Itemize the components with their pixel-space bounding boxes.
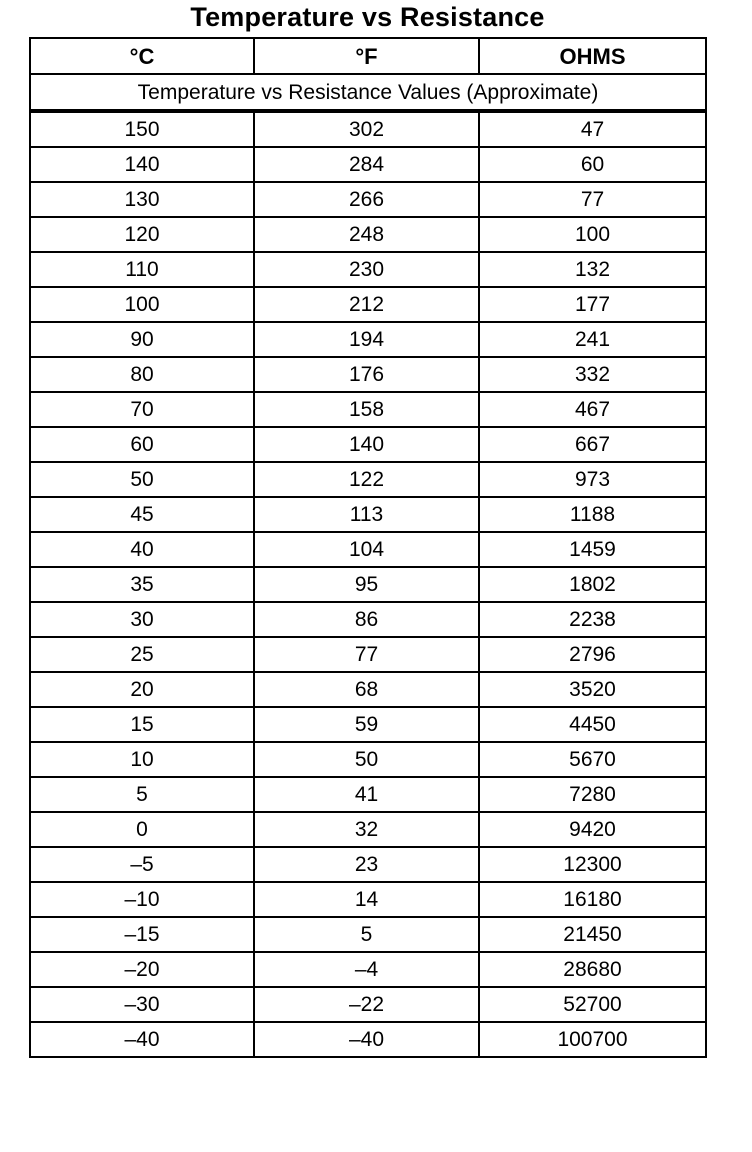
cell-ohms: 16180: [479, 882, 706, 917]
cell-celsius: 15: [30, 707, 254, 742]
table-row: [30, 147, 706, 182]
cell-celsius: 30: [30, 602, 254, 637]
header-ohms: OHMS: [479, 38, 706, 74]
cell-fahrenheit: 23: [254, 847, 479, 882]
cell-fahrenheit: 14: [254, 882, 479, 917]
cell-celsius: 10: [30, 742, 254, 777]
cell-ohms: 28680: [479, 952, 706, 987]
table-row: [30, 532, 706, 567]
table-row: [30, 462, 706, 497]
cell-ohms: 1188: [479, 497, 706, 532]
cell-fahrenheit: 77: [254, 637, 479, 672]
table-subheader: Temperature vs Resistance Values (Approximate): [30, 74, 706, 111]
cell-ohms: 52700: [479, 987, 706, 1022]
table-row: [30, 602, 706, 637]
cell-ohms: 4450: [479, 707, 706, 742]
cell-celsius: –30: [30, 987, 254, 1022]
cell-celsius: 25: [30, 637, 254, 672]
table-row: [30, 217, 706, 252]
cell-celsius: 140: [30, 147, 254, 182]
cell-ohms: 1802: [479, 567, 706, 602]
cell-celsius: 45: [30, 497, 254, 532]
cell-ohms: 21450: [479, 917, 706, 952]
cell-celsius: 120: [30, 217, 254, 252]
subheader-row: [30, 74, 706, 111]
cell-celsius: 35: [30, 567, 254, 602]
header-celsius: °C: [30, 38, 254, 74]
cell-ohms: 77: [479, 182, 706, 217]
cell-ohms: 60: [479, 147, 706, 182]
cell-celsius: 40: [30, 532, 254, 567]
cell-celsius: 5: [30, 777, 254, 812]
cell-celsius: 60: [30, 427, 254, 462]
cell-fahrenheit: 302: [254, 111, 479, 147]
cell-celsius: 90: [30, 322, 254, 357]
cell-ohms: 47: [479, 111, 706, 147]
cell-ohms: 1459: [479, 532, 706, 567]
cell-ohms: 9420: [479, 812, 706, 847]
cell-fahrenheit: 230: [254, 252, 479, 287]
table-row: [30, 637, 706, 672]
cell-ohms: 177: [479, 287, 706, 322]
table-row: [30, 427, 706, 462]
cell-ohms: 12300: [479, 847, 706, 882]
cell-celsius: 70: [30, 392, 254, 427]
table-row: [30, 1022, 706, 1057]
cell-celsius: 130: [30, 182, 254, 217]
cell-celsius: 80: [30, 357, 254, 392]
table-row: [30, 322, 706, 357]
cell-ohms: 7280: [479, 777, 706, 812]
table-row: [30, 777, 706, 812]
cell-ohms: 467: [479, 392, 706, 427]
cell-ohms: 132: [479, 252, 706, 287]
cell-celsius: –40: [30, 1022, 254, 1057]
cell-ohms: 241: [479, 322, 706, 357]
cell-fahrenheit: 158: [254, 392, 479, 427]
cell-ohms: 3520: [479, 672, 706, 707]
cell-fahrenheit: 95: [254, 567, 479, 602]
cell-fahrenheit: 140: [254, 427, 479, 462]
cell-ohms: 5670: [479, 742, 706, 777]
table-row: [30, 497, 706, 532]
table-row: [30, 357, 706, 392]
cell-fahrenheit: 41: [254, 777, 479, 812]
cell-celsius: 0: [30, 812, 254, 847]
cell-celsius: 100: [30, 287, 254, 322]
table-row: [30, 252, 706, 287]
cell-ohms: 100700: [479, 1022, 706, 1057]
table-row: [30, 742, 706, 777]
cell-fahrenheit: 248: [254, 217, 479, 252]
cell-celsius: –5: [30, 847, 254, 882]
cell-fahrenheit: 212: [254, 287, 479, 322]
table-body: [30, 111, 706, 1057]
cell-fahrenheit: 176: [254, 357, 479, 392]
cell-ohms: 2796: [479, 637, 706, 672]
cell-fahrenheit: –40: [254, 1022, 479, 1057]
table-row: [30, 917, 706, 952]
table-row: [30, 111, 706, 147]
table-row: [30, 567, 706, 602]
cell-fahrenheit: 68: [254, 672, 479, 707]
cell-ohms: 2238: [479, 602, 706, 637]
table-row: [30, 287, 706, 322]
temperature-resistance-table: [29, 37, 707, 1058]
cell-fahrenheit: 284: [254, 147, 479, 182]
header-fahrenheit: °F: [254, 38, 479, 74]
cell-celsius: 20: [30, 672, 254, 707]
cell-fahrenheit: 50: [254, 742, 479, 777]
table-row: [30, 882, 706, 917]
table-row: [30, 392, 706, 427]
cell-ohms: 332: [479, 357, 706, 392]
cell-fahrenheit: 122: [254, 462, 479, 497]
cell-ohms: 100: [479, 217, 706, 252]
cell-celsius: 110: [30, 252, 254, 287]
cell-fahrenheit: 59: [254, 707, 479, 742]
cell-fahrenheit: 86: [254, 602, 479, 637]
cell-fahrenheit: 5: [254, 917, 479, 952]
table-row: [30, 182, 706, 217]
table-row: [30, 987, 706, 1022]
cell-celsius: –15: [30, 917, 254, 952]
table-row: [30, 672, 706, 707]
cell-fahrenheit: 266: [254, 182, 479, 217]
cell-celsius: 50: [30, 462, 254, 497]
table-row: [30, 707, 706, 742]
page-title: Temperature vs Resistance: [190, 2, 545, 32]
cell-ohms: 973: [479, 462, 706, 497]
table-row: [30, 952, 706, 987]
header-row: [30, 38, 706, 74]
cell-ohms: 667: [479, 427, 706, 462]
table-row: [30, 847, 706, 882]
cell-fahrenheit: 32: [254, 812, 479, 847]
cell-celsius: 150: [30, 111, 254, 147]
cell-celsius: –20: [30, 952, 254, 987]
cell-fahrenheit: 194: [254, 322, 479, 357]
cell-fahrenheit: 104: [254, 532, 479, 567]
cell-fahrenheit: –4: [254, 952, 479, 987]
cell-fahrenheit: 113: [254, 497, 479, 532]
table-row: [30, 812, 706, 847]
cell-celsius: –10: [30, 882, 254, 917]
cell-fahrenheit: –22: [254, 987, 479, 1022]
